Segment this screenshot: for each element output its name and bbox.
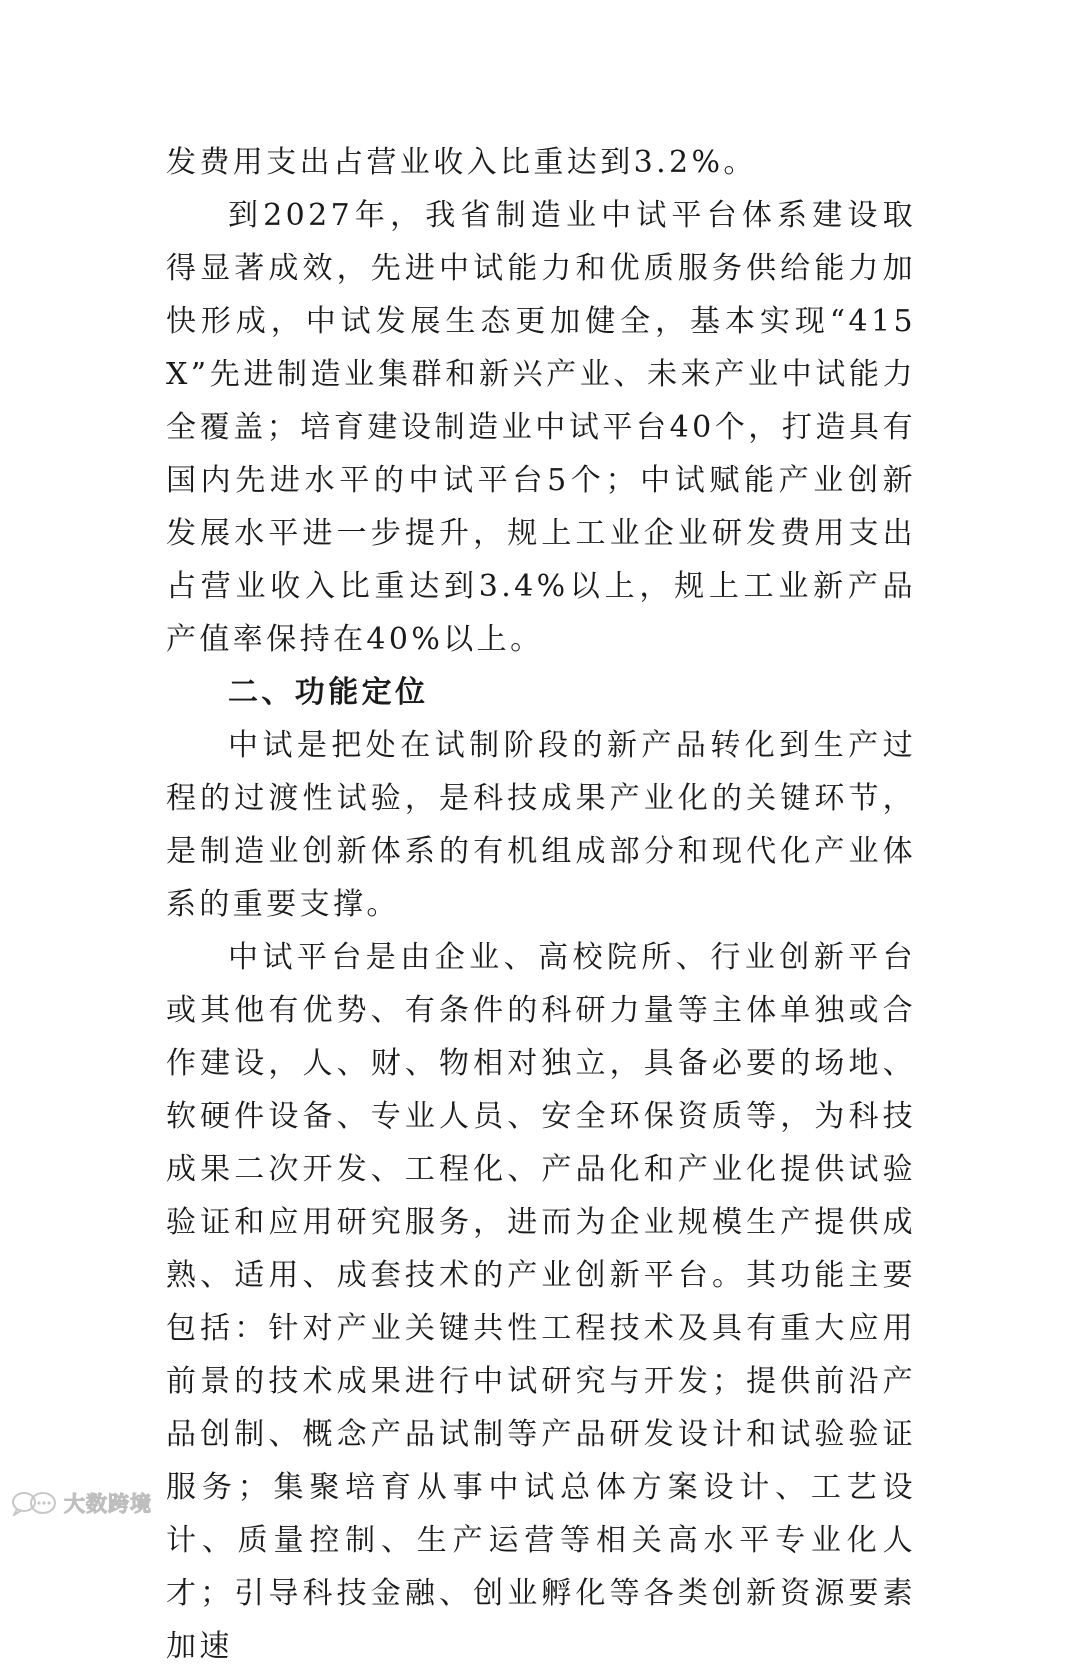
paragraph-pilot-platform-definition: 中试平台是由企业、高校院所、行业创新平台或其他有优势、有条件的科研力量等主体单独或合作建设，人、财、物相对独立，具备必要的场地、软硬件设备、专业人员、安全环保资质等，为科技成果二次开发、工程化、产品化和产业化提供试验验证和应用研究服务，进而为企业规模生产提供成熟、适用、成套技术的产业创新平台。其功能主要包括：针对产业关键共性工程技术及具有重大应用前景的技术成果进行中试研究与开发；提供前沿产品创制、概念产品试制等产品研发设计和试验验证服务；集聚培育从事中试总体方案设计、工艺设计、质量控制、生产运营等相关高水平专业化人才；引导科技金融、创业孵化等各类创新资源要素加速 <box>166 940 916 1664</box>
chat-bubbles-logo-icon <box>10 1490 60 1516</box>
document-body <box>166 136 916 1673</box>
paragraph-goals-2027: 到2027年，我省制造业中试平台体系建设取得显著成效，先进中试能力和优质服务供给能力加快形成，中试发展生态更加健全，基本实现“415X”先进制造业集群和新兴产业、未来产业中试能力全覆盖；培育建设制造业中试平台40个，打造具有国内先进水平的中试平台5个；中试赋能产业创新发展水平进一步提升，规上工业企业研发费用支出占营业收入比重达到3.4%以上，规上工业新产品产值率保持在40%以上。 <box>166 198 916 657</box>
paragraph-pilot-test-definition: 中试是把处在试制阶段的新产品转化到生产过程的过渡性试验，是科技成果产业化的关键环节，是制造业创新体系的有机组成部分和现代化产业体系的重要支撑。 <box>166 728 916 922</box>
watermark-text: 大数跨境 <box>64 1492 152 1516</box>
section-heading-function-positioning: 二、功能定位 <box>228 675 429 710</box>
paragraph-continuation: 发费用支出占营业收入比重达到3.2%。 <box>166 145 757 180</box>
watermark <box>10 1488 152 1518</box>
